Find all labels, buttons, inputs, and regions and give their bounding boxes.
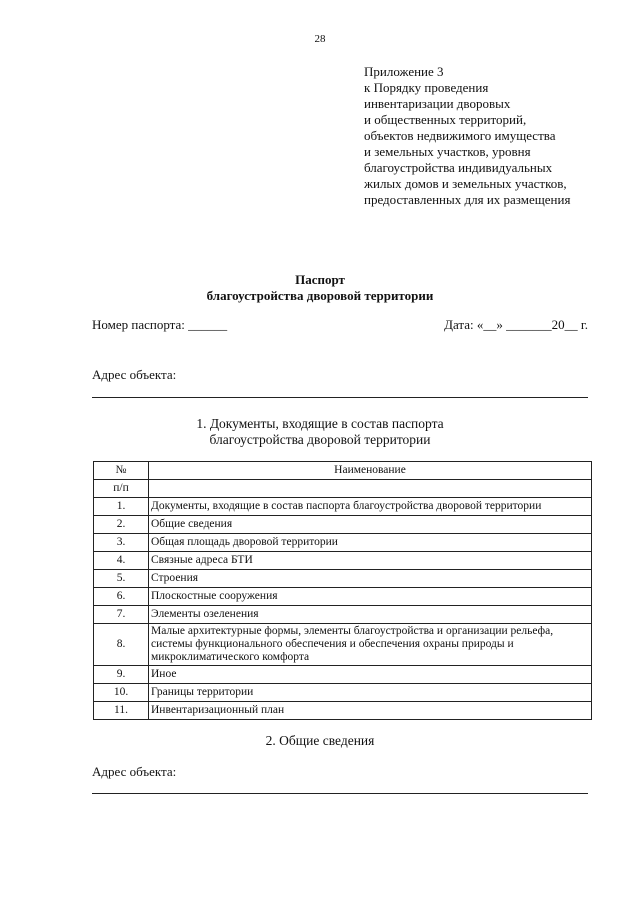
row-name: Иное bbox=[149, 666, 592, 684]
row-num: 4. bbox=[94, 552, 149, 570]
header-num-2: п/п bbox=[94, 480, 149, 498]
appendix-line: инвентаризации дворовых bbox=[364, 96, 511, 111]
documents-table bbox=[93, 461, 592, 720]
passport-number-label: Номер паспорта: ______ bbox=[92, 317, 228, 332]
row-num: 5. bbox=[94, 570, 149, 588]
header-num: № bbox=[94, 462, 149, 480]
section-1-heading bbox=[0, 416, 640, 448]
table-row bbox=[94, 570, 592, 588]
table-row bbox=[94, 534, 592, 552]
row-name: Документы, входящие в состав паспорта благоустройства дворовой территории bbox=[149, 498, 592, 516]
appendix-line: благоустройства индивидуальных bbox=[364, 160, 553, 175]
appendix-line: к Порядку проведения bbox=[364, 80, 489, 95]
row-num: 1. bbox=[94, 498, 149, 516]
address-label: Адрес объекта: bbox=[92, 367, 177, 382]
table-row bbox=[94, 684, 592, 702]
table-row bbox=[94, 498, 592, 516]
page-number: 28 bbox=[314, 33, 326, 45]
table-row bbox=[94, 702, 592, 720]
header-name-empty bbox=[149, 480, 592, 498]
table-row bbox=[94, 516, 592, 534]
row-num: 10. bbox=[94, 684, 149, 702]
table-row bbox=[94, 588, 592, 606]
header-name: Наименование bbox=[149, 462, 592, 480]
row-name: Связные адреса БТИ bbox=[149, 552, 592, 570]
title-line: Паспорт bbox=[295, 272, 345, 287]
row-name: Плоскостные сооружения bbox=[149, 588, 592, 606]
appendix-line: жилых домов и земельных участков, bbox=[364, 176, 567, 191]
row-num: 2. bbox=[94, 516, 149, 534]
row-name: Границы территории bbox=[149, 684, 592, 702]
row-num: 7. bbox=[94, 606, 149, 624]
row-name: Элементы озеленения bbox=[149, 606, 592, 624]
passport-number-row bbox=[92, 317, 588, 333]
date-label: Дата: «__» _______20__ г. bbox=[444, 317, 588, 332]
row-num: 8. bbox=[94, 624, 149, 666]
table-header-row bbox=[94, 462, 592, 480]
row-name: Инвентаризационный план bbox=[149, 702, 592, 720]
row-num: 3. bbox=[94, 534, 149, 552]
table-header-row-2 bbox=[94, 480, 592, 498]
row-num: 11. bbox=[94, 702, 149, 720]
row-name: Строения bbox=[149, 570, 592, 588]
appendix-block bbox=[364, 64, 624, 208]
row-num: 9. bbox=[94, 666, 149, 684]
appendix-line: предоставленных для их размещения bbox=[364, 192, 571, 207]
address-label-2: Адрес объекта: bbox=[92, 764, 177, 779]
appendix-line: и общественных территорий, bbox=[364, 112, 527, 127]
row-num: 6. bbox=[94, 588, 149, 606]
appendix-line: объектов недвижимого имущества bbox=[364, 128, 556, 143]
table-row bbox=[94, 606, 592, 624]
table-row bbox=[94, 552, 592, 570]
table-row bbox=[94, 666, 592, 684]
table-row bbox=[94, 624, 592, 666]
row-name: Общая площадь дворовой территории bbox=[149, 534, 592, 552]
section-1-line: 1. Документы, входящие в состав паспорта bbox=[196, 416, 444, 431]
section-1-line: благоустройства дворовой территории bbox=[209, 432, 431, 447]
document-title bbox=[0, 272, 640, 304]
section-2-heading: 2. Общие сведения bbox=[265, 733, 375, 748]
address-underline bbox=[92, 397, 588, 398]
row-name: Общие сведения bbox=[149, 516, 592, 534]
appendix-line: и земельных участков, уровня bbox=[364, 144, 531, 159]
subtitle-line: благоустройства дворовой территории bbox=[206, 288, 434, 303]
row-name: Малые архитектурные формы, элементы благоустройства и организации рельефа, системы функционального обеспечения и обеспечения охраны природы и микроклиматического комфорта bbox=[149, 624, 592, 666]
address-underline-2 bbox=[92, 793, 588, 794]
appendix-line: Приложение 3 bbox=[364, 64, 444, 79]
